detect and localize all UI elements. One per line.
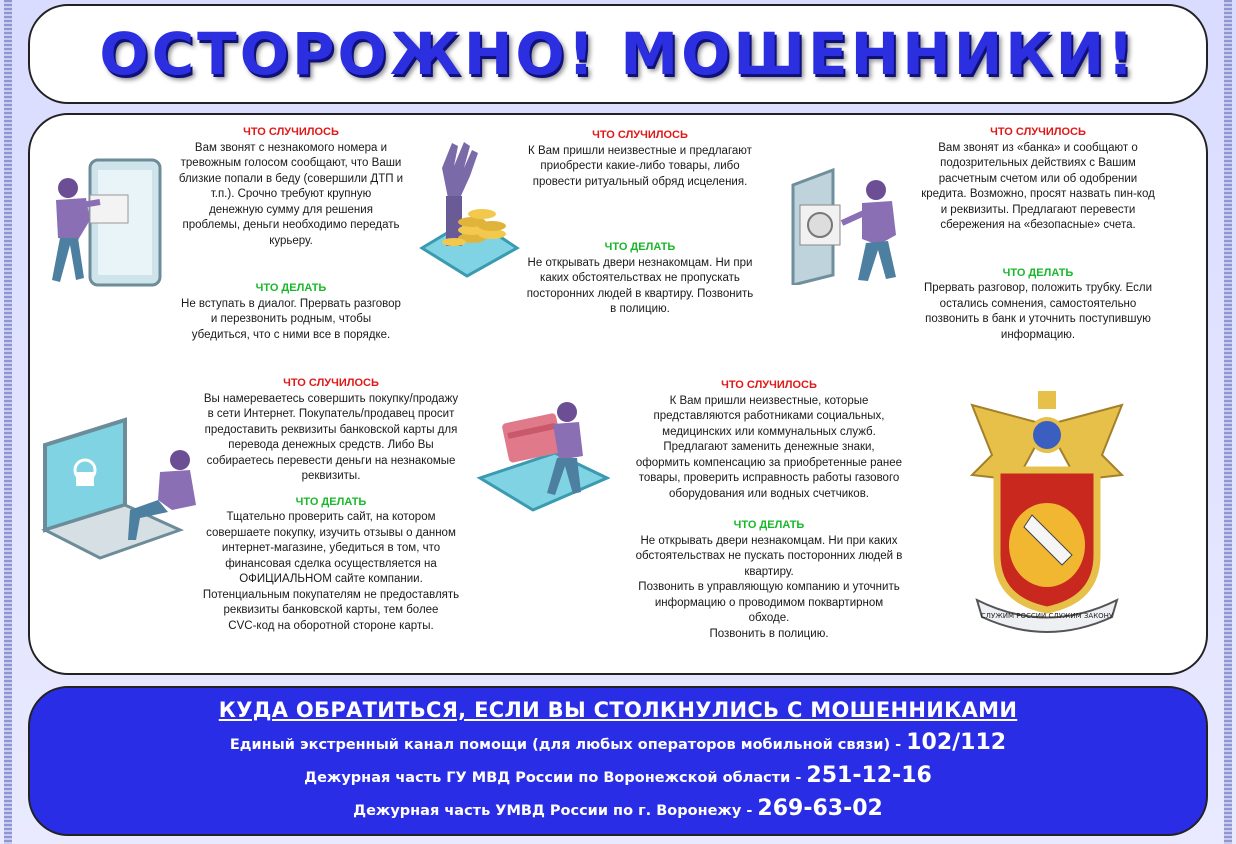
left-border-strip xyxy=(4,0,12,844)
todo-text: Не открывать двери незнакомцам. Ни при каких обстоятельствах не пускать посторонних людей в квартиру. Позвонить в управляющую компанию и уточнить информацию о проводимом поквартирном обходе. Позвонить в полицию. xyxy=(635,534,903,640)
contact-line-emergency xyxy=(30,730,1206,755)
contact-label: Дежурная часть УМВД России по г. Воронежу - xyxy=(353,803,758,819)
contact-label: Единый экстренный канал помощи (для любых операторов мобильной связи) - xyxy=(229,737,907,753)
contact-number: 102/112 xyxy=(906,730,1007,755)
police-emblem-icon xyxy=(962,385,1132,640)
todo-text: Тщательно проверить сайт, на котором совершаете покупку, изучить отзывы о данном интернет-магазине, убедиться в том, что финансовая сделка осуществляется на ОФИЦИАЛЬНОМ сайте компании. Потенциальным покупателям не предоставлять реквизиты банковской карты, тем более CVC-код на оборотной стороне карты. xyxy=(202,511,460,632)
case-block-visitors xyxy=(500,128,780,318)
happened-label: ЧТО СЛУЧИЛОСЬ xyxy=(592,129,688,141)
happened-label: ЧТО СЛУЧИЛОСЬ xyxy=(990,126,1086,138)
card-thief-icon xyxy=(475,398,610,518)
happened-label: ЧТО СЛУЧИЛОСЬ xyxy=(283,377,379,389)
case-block-bank xyxy=(893,125,1183,343)
emblem-ribbon-text: СЛУЖИМ РОССИИ СЛУЖИМ ЗАКОНУ xyxy=(980,612,1114,620)
happened-label: ЧТО СЛУЧИЛОСЬ xyxy=(721,379,817,391)
happened-text: К Вам пришли неизвестные, которые представляются работниками социальных, медицинских или коммунальных служб. Предлагают заменить денежные знаки, оформить компенсацию за приобретенные ранее товары, проверить исправность работы газового оборудования или водных счетчиков. xyxy=(635,394,903,500)
happened-text: К Вам пришли неизвестные и предлагают приобрести какие-либо товары, либо провести ритуальный обряд исцеления. xyxy=(528,144,752,188)
contact-label: Дежурная часть ГУ МВД России по Воронежской области - xyxy=(304,770,807,786)
phone-thief-icon xyxy=(38,150,168,290)
todo-label: ЧТО ДЕЛАТЬ xyxy=(295,495,367,508)
todo-label: ЧТО ДЕЛАТЬ xyxy=(1002,266,1074,279)
case-block-services xyxy=(608,378,930,642)
right-border-strip xyxy=(1224,0,1232,844)
todo-label: ЧТО ДЕЛАТЬ xyxy=(733,519,805,531)
case-block-relatives xyxy=(160,125,422,343)
contact-number: 269-63-02 xyxy=(757,796,883,821)
contacts-title: КУДА ОБРАТИТЬСЯ, ЕСЛИ ВЫ СТОЛКНУЛИСЬ С МОШЕННИКАМИ xyxy=(218,698,1018,722)
contact-line-region xyxy=(30,763,1206,788)
happened-text: Вам звонят из «банка» и сообщают о подозрительных действиях с Вашим расчетным счетом или об одобрении кредита. Возможно, просят назвать пин-код и реквизиты. Предлагают перевести сбережения на «безопасные» счета. xyxy=(921,141,1155,231)
contact-number: 251-12-16 xyxy=(806,763,932,788)
title-panel xyxy=(28,4,1208,104)
contact-line-city xyxy=(30,796,1206,821)
todo-text: Не вступать в диалог. Прервать разговор и перезвонить родным, чтобы убедиться, что с ними все в порядке. xyxy=(181,297,401,341)
contacts-panel xyxy=(28,686,1208,836)
todo-text: Не открывать двери незнакомцам. Ни при каких обстоятельствах не пропускать посторонних людей в квартиру. Позвонить в полицию. xyxy=(526,256,754,315)
todo-text: Прервать разговор, положить трубку. Если остались сомнения, самостоятельно позвонить в банк и уточнить поступившую информацию. xyxy=(923,282,1153,341)
todo-label: ЧТО ДЕЛАТЬ xyxy=(604,241,676,253)
case-block-internet xyxy=(172,376,490,634)
happened-text: Вам звонят с незнакомого номера и тревожным голосом сообщают, что Ваши близкие попали в беду (совершили ДТП и т.п.). Срочно требуют крупную денежную сумму для решения проблемы, деньги необходимо передать курьеру. xyxy=(178,141,404,247)
happened-label: ЧТО СЛУЧИЛОСЬ xyxy=(243,126,339,138)
page-title: ОСТОРОЖНО! МОШЕННИКИ! xyxy=(99,20,1137,88)
happened-text: Вы намереваетесь совершить покупку/продажу в сети Интернет. Покупатель/продавец просит предоставить реквизиты банковской карты для перевода денежных средств. Либо Вы собираетесь перевести деньги на незнакомые реквизиты. xyxy=(203,392,459,482)
todo-label: ЧТО ДЕЛАТЬ xyxy=(255,282,327,294)
